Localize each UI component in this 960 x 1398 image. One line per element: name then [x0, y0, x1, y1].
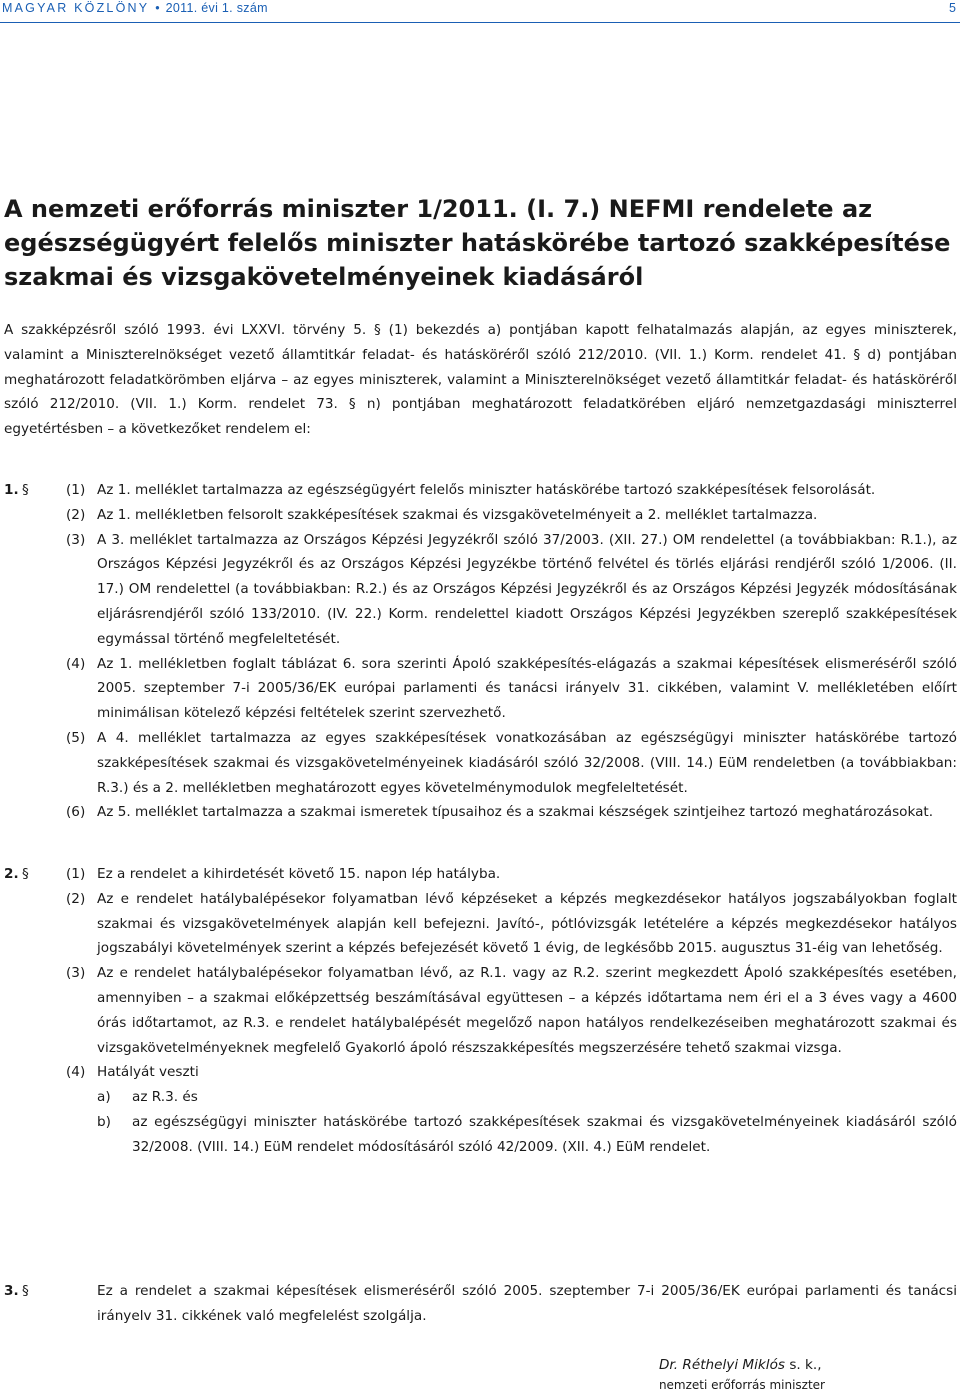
paragraph-number: (1) — [66, 482, 86, 498]
header-bullet: • — [155, 1, 160, 15]
paragraph-number: (6) — [66, 804, 86, 821]
list-item-letter: b) — [97, 1113, 111, 1130]
section-number: 2. — [4, 866, 19, 882]
paragraph — [4, 800, 957, 825]
paragraph-text: Ez a rendelet a kihirdetését követő 15. napon lép hatályba. — [97, 866, 501, 882]
signatory-role: nemzeti erőforrás miniszter — [658, 1378, 825, 1392]
paragraph-text: Az 1. mellékletben foglalt táblázat 6. sora szerinti Ápoló szakképesítés-elágazás a szakmai képesítések elismeréséről szóló 2005. szeptember 7-i 2005/36/EK európai parlamenti és tanácsi irányelv 31. cikkében, valamint V. mellékletében előírt minimálisan kötelező képzési feltételek szerint szervezhető. — [97, 655, 957, 722]
paragraph-text: Hatályát veszti — [97, 1064, 199, 1081]
paragraph-number: (4) — [66, 1064, 86, 1081]
paragraph-number: (2) — [66, 890, 86, 907]
paragraph-number: (1) — [66, 866, 86, 882]
paragraph-number: (4) — [66, 655, 86, 672]
paragraph-text: Az 1. mellékletben felsorolt szakképesítések szakmai és vizsgakövetelményeit a 2. melléklet tartalmazza. — [97, 506, 818, 523]
paragraph — [4, 503, 957, 528]
section-3 — [4, 1279, 957, 1329]
list-item-letter: a) — [97, 1089, 111, 1106]
paragraph — [4, 1060, 957, 1159]
publication-name: MAGYAR KÖZLÖNY — [2, 1, 150, 15]
section-number: 1. — [4, 482, 19, 498]
paragraph — [4, 887, 957, 961]
paragraph-text: Az e rendelet hatálybalépésekor folyamatban lévő képzéseket a képzés megkezdésekor hatályos jogszabályokban foglalt szakmai és vizsgakövetelmények alapján kell befejezni. Javító-, pótlóvizsgák letételére a képzés megkezdésekor hatályos jogszabályi követelmények szerint a képzés befejezését követő 1 évig, de legkésőbb 2015. augusztus 31-éig van lehetőség. — [97, 890, 957, 957]
paragraph-text: A 4. melléklet tartalmazza az egyes szakképesítések vonatkozásában az egészségügyi miniszter hatáskörébe tartozó szakképesítések szakmai és vizsgakövetelményeinek kiadásáról szóló 32/2008. (VIII. 14.) EüM rendeletben (a továbbiakban: R.3.) és a 2. mellékletben meghatározott egyes követelménymodulok megfeleltetését. — [97, 729, 957, 796]
section-number: 3. — [4, 1283, 19, 1299]
paragraph-text: Az e rendelet hatálybalépésekor folyamatban lévő, az R.1. vagy az R.2. szerint megkezdett Ápoló szakképesítés esetében, amennyiben – a szakmai előképzettség beszámításával együttesen – a képzés időtartama nem éri el a 3 éves vagy a 4600 órás időtartamot, az R.3. e rendelet hatálybalépését megelőző napon hatályos rendelkezéseiben meghatározott szakmai és vizsgakövetelményeknek megfelelő Gyakorló ápoló részszakképesítés megszerzésére tehető szakmai vizsga. — [97, 965, 957, 1056]
section-sign: § — [22, 482, 29, 498]
section-text: Ez a rendelet a szakmai képesítések elismeréséről szóló 2005. szeptember 7-i 2005/36/EK európai parlamenti és tanácsi irányelv 31. cikkének való megfelelést szolgálja. — [97, 1283, 957, 1324]
paragraph — [4, 478, 957, 503]
paragraph — [4, 726, 957, 800]
running-header — [0, 0, 960, 23]
signatory-name: Dr. Réthelyi Miklós — [658, 1357, 785, 1373]
issue-label: 2011. évi 1. szám — [165, 1, 268, 15]
paragraph-number: (5) — [66, 729, 86, 746]
page-number: 5 — [949, 1, 956, 15]
decree-title: A nemzeti erőforrás miniszter 1/2011. (I. 7.) NEFMI rendelete az egészségügyért felelős miniszter hatáskörébe tartozó szakképesítése szakmai és vizsgakövetelményeinek kiadásáról — [4, 195, 951, 291]
list-item — [4, 1085, 957, 1110]
paragraph-number: (3) — [66, 531, 86, 548]
list-item-text: az egészségügyi miniszter hatáskörébe tartozó szakképesítések szakmai és vizsgakövetelményeinek kiadásáról szóló 32/2008. (VIII. 14.) EüM rendelet módosításáról szóló 42/2009. (XII. 4.) EüM rendelet. — [132, 1113, 957, 1155]
paragraph-text: Az 1. melléklet tartalmazza az egészségügyért felelős miniszter hatáskörébe tartozó szakképesítések felsorolását. — [97, 482, 876, 498]
signatory-suffix: s. k., — [789, 1357, 822, 1373]
paragraph-text: A 3. melléklet tartalmazza az Országos Képzési Jegyzékről szóló 37/2003. (XII. 27.) OM rendelettel (a továbbiakban: R.1.), az Országos Képzési Jegyzékről és az Országos Képzési Jegyzékbe történő felvétel és törlés eljárási rendjéről szóló 1/2006. (II. 17.) OM rendelettel (a továbbiakban: R.2.) és az Országos Képzési Jegyzékről és az Országos Képzési Jegyzék módosításának eljárásrendjéről szóló 133/2010. (IV. 22.) Korm. rendelettel kiadott Országos Képzési Jegyzékben szereplő szakképesítések egymással történő megfeleltetését. — [97, 531, 957, 647]
paragraph-text: Az 5. melléklet tartalmazza a szakmai ismeretek típusaihoz és a szakmai készségek szintjeihez tartozó meghatározásokat. — [97, 804, 934, 821]
paragraph — [4, 862, 957, 887]
section-sign: § — [22, 866, 29, 882]
section-1 — [4, 478, 957, 825]
preamble: A szakképzésről szóló 1993. évi LXXVI. törvény 5. § (1) bekezdés a) pontjában kapott felhatalmazás alapján, az egyes miniszterek, valamint a Miniszterelnökséget vezető államtitkár feladat- és hatásköréről szóló 212/2010. (VII. 1.) Korm. rendelet 41. § d) pontjában meghatározott feladatkörömben eljárva – az egyes miniszterek, valamint a Miniszterelnökséget vezető államtitkár feladat- és hatásköréről szóló 212/2010. (VII. 1.) Korm. rendelet 73. § n) pontjában meghatározott feladatkörében eljáró nemzetgazdasági miniszterrel egyetértésben – a következőket rendelem el: — [4, 322, 957, 438]
paragraph-number: (2) — [66, 506, 86, 523]
signature-block — [659, 1355, 825, 1395]
paragraph — [4, 652, 957, 726]
signatory-line — [659, 1355, 825, 1375]
paragraph — [4, 528, 957, 652]
paragraph — [4, 961, 957, 1060]
paragraph-number: (3) — [66, 965, 86, 982]
list-item — [4, 1110, 957, 1160]
section-sign: § — [22, 1283, 29, 1299]
publication-header — [2, 1, 268, 15]
list-item-text: az R.3. és — [132, 1089, 198, 1106]
section-2 — [4, 862, 957, 1160]
